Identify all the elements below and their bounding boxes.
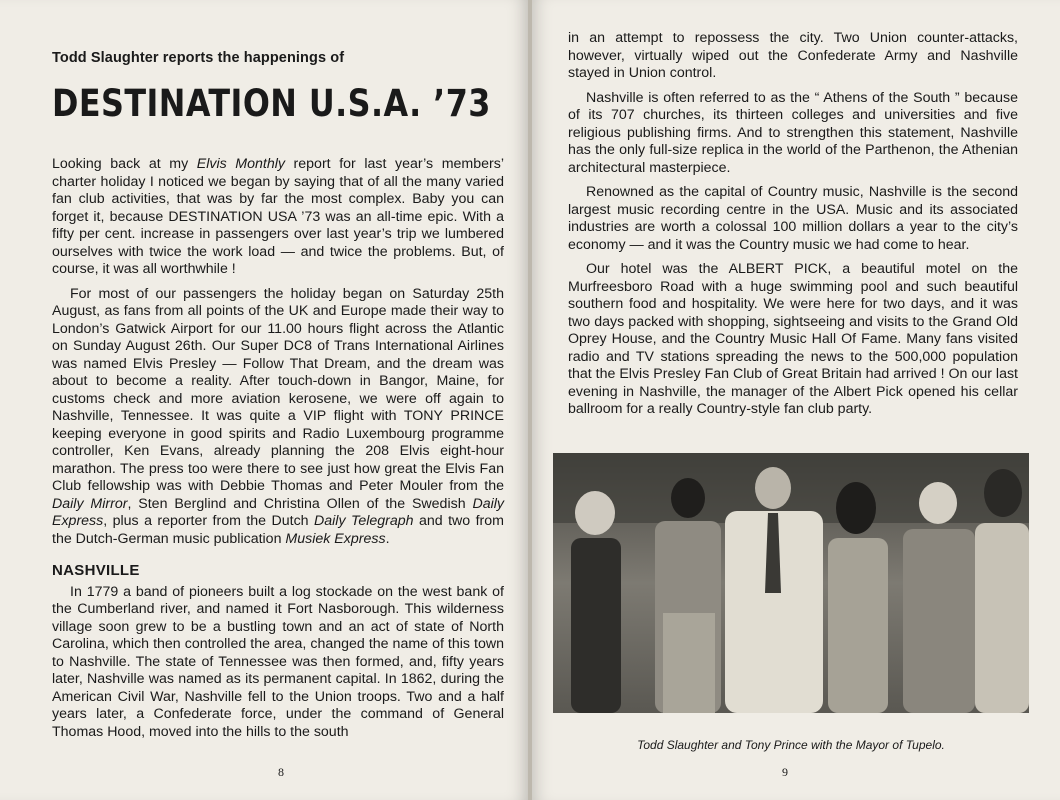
page-number-left: 8 — [278, 765, 284, 779]
left-page — [0, 0, 528, 800]
article-headline: DESTINATION U.S.A. ’73 — [52, 82, 491, 125]
paragraph-history: In 1779 a band of pioneers built a log stockade on the west bank of the Cumberland river, and named it Fort Nasborough. This wilderness village soon grew to be a bustling town and an act of state of North Carolina, which then controlled the area, changed the name of this town to Nashville. The state of Tennessee was then formed, and, fifty years later, Nashville was named as its permanent capital. In 1862, during the American Civil War, Nashville fell to the Union troops. Two and a half years later, a Confederate force, under the command of General Thomas Hood, moved into the hills to the south — [52, 583, 504, 740]
left-column — [52, 156, 504, 748]
publication-title: Musiek Express — [285, 530, 386, 547]
publication-title: Elvis Monthly — [196, 156, 285, 172]
paragraph-hotel: Our hotel was the ALBERT PICK, a beautiful motel on the Murfreesboro Road with a huge swimming pool and such beautiful southern food and hospitality. We were here for two days, and it was two days packed with shopping, sightseeing and visits to the Grand Old Oprey House, and the Country Music Hall Of Fame. Many fans visited radio and TV stations spreading the news to the 500,000 population that the Elvis Presley Fan Club of Great Britain had arrived ! On our last evening in Nashville, the manager of the Albert Pick opened his cellar ballroom for a really Country-style fan club party. — [568, 261, 1018, 417]
article-kicker: Todd Slaughter reports the happenings of — [52, 50, 345, 66]
paragraph-athens: Nashville is often referred to as the “ Athens of the South ” because of its 707 churches, its thirteen colleges and universities and five religious publishing firms. And to strengthen this statement, Nashville has the only full-size replica in the world of the Parthenon, the Athenian architectural masterpiece. — [568, 89, 1018, 176]
publication-title: Daily Telegraph — [314, 513, 414, 529]
paragraph-country-music: Renowned as the capital of Country music, Nashville is the second largest music recording centre in the USA. Music and its associated industries are worth a colossal 100 million dollars a year to the city’s economy — and it was the Country music we had come to hear. — [568, 184, 1018, 253]
right-column — [568, 30, 1018, 426]
paragraph-continued: in an attempt to repossess the city. Two Union counter-attacks, however, virtually wiped out the Confederate Army and Nashville stayed in Union control. — [568, 30, 1018, 81]
page-number-right: 9 — [782, 765, 788, 779]
paragraph-intro: Looking back at my Elvis Monthly report for last year’s members’ charter holiday I noticed we began by saying that of all the many varied fan club activities, that was by far the most complex. Baby you can forget it, because DESTINATION USA ’73 was an all-time epic. With a fifty per cent. increase in passengers over last year’s trip we lumbered ourselves with twice the work load — and twice the problems. But, of course, it was all worthwhile ! — [52, 156, 504, 277]
paragraph-flight: For most of our passengers the holiday began on Saturday 25th August, as fans from all points of the UK and Europe made their way to London’s Gatwick Airport for our 11.00 hours flight across the Atlantic on Sunday August 26th. Our Super DC8 of Trans International Airlines was named Elvis Presley — Follow That Dream, and the dream was about to become a reality. After touch-down in Bangor, Maine, for customs check and more aviation kerosene, we were off again to Nashville, Tennessee. It was quite a VIP flight with TONY PRINCE keeping everyone in good spirits and Radio Luxembourg programme controller, Ken Evans, already planning the 208 Elvis eight-hour marathon. The press too were there to see just how great the Elvis Fan Club fellowship was with Debbie Thomas and Peter Mouler from the Daily Mirror, Sten Berglind and Christina Ollen of the Swedish Daily Express, plus a reporter from the Dutch Daily Telegraph and two from the Dutch-German music publication Musiek Express. — [52, 285, 505, 547]
photo-caption: Todd Slaughter and Tony Prince with the Mayor of Tupelo. — [637, 738, 945, 752]
publication-title: Daily Mirror — [52, 495, 128, 512]
group-photo-illustration — [553, 453, 1029, 713]
publication-title: Daily Express — [52, 495, 505, 529]
group-photo — [553, 453, 1029, 713]
section-heading-nashville: NASHVILLE — [52, 562, 140, 579]
